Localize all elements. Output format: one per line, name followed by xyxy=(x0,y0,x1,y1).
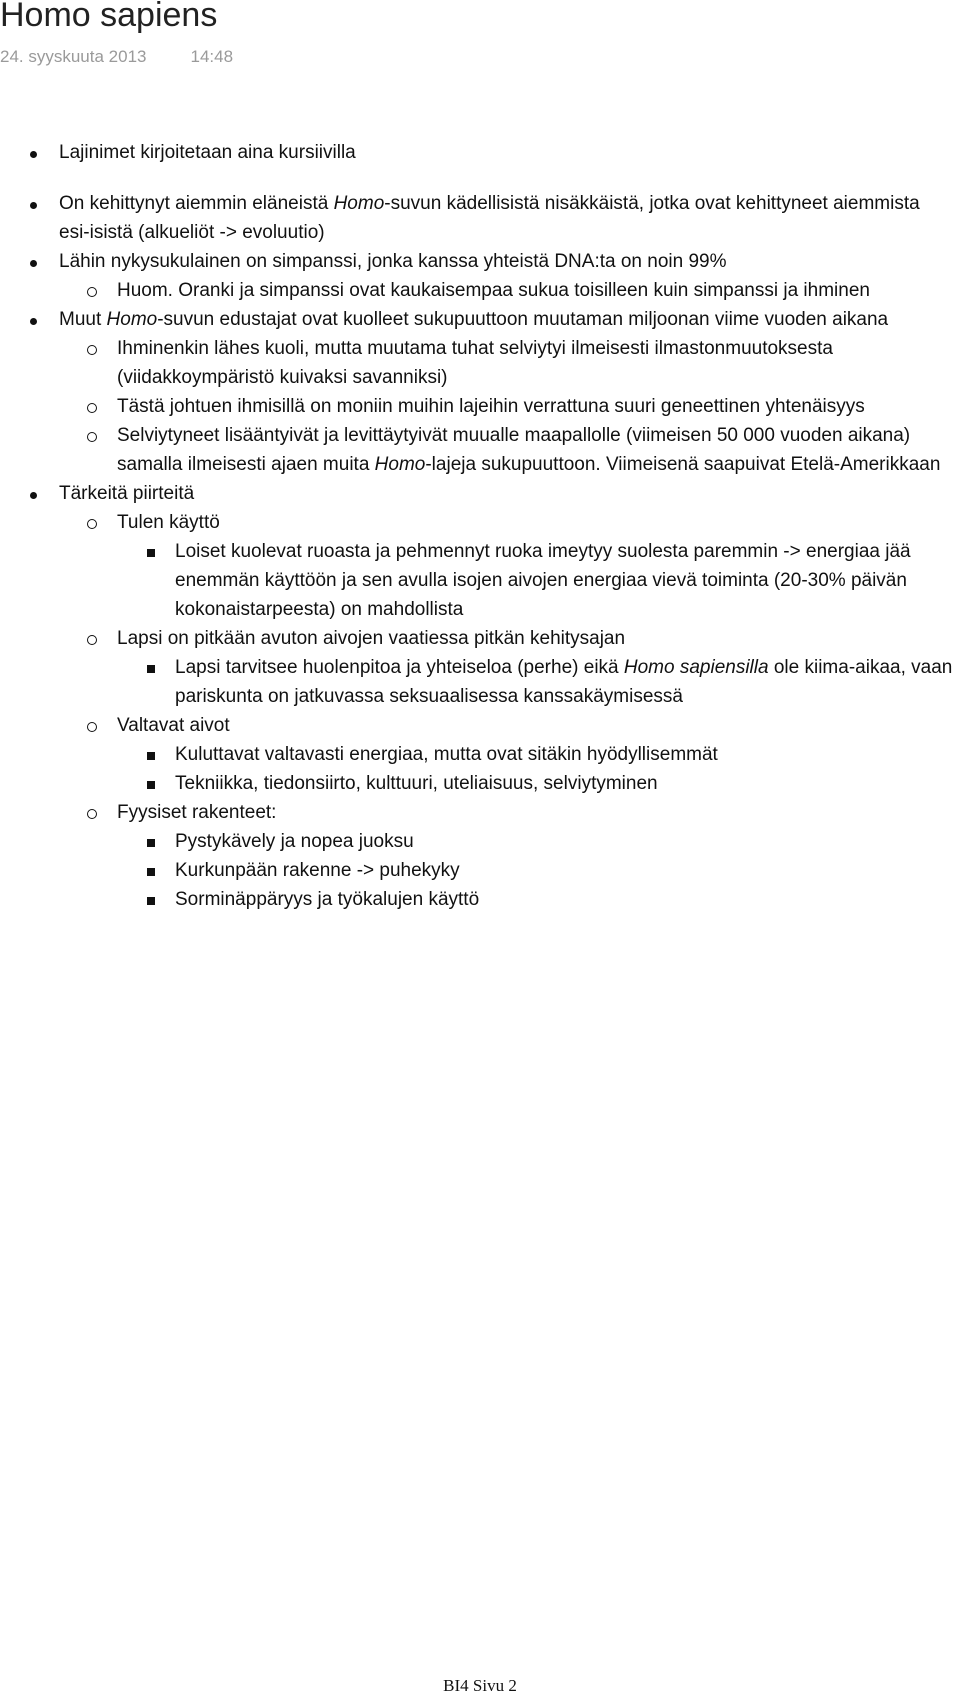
bullet-text: On kehittynyt aiemmin eläneistä xyxy=(59,193,334,214)
disc-bullet-icon xyxy=(30,305,37,334)
bullet-text: Kurkunpään rakenne -> puhekyky xyxy=(175,860,460,881)
bullet-item xyxy=(0,247,955,276)
sub-bullet-item xyxy=(0,508,955,537)
bullet-text: Muut xyxy=(59,309,107,330)
page-footer: BI4 Sivu 2 xyxy=(443,1676,517,1695)
sub-sub-bullet-item xyxy=(0,653,955,711)
page-date: 24. syyskuuta 2013 xyxy=(0,47,147,66)
square-bullet-icon xyxy=(147,653,155,682)
bullet-text: Lapsi on pitkään avuton aivojen vaatiessa pitkän kehitysajan xyxy=(117,628,626,649)
sub-sub-bullet-item xyxy=(0,537,955,624)
bullet-text: -lajeja sukupuuttoon. Viimeisenä saapuivat Etelä-Amerikkaan xyxy=(425,454,941,475)
bullet-text: Lähin nykysukulainen on simpanssi, jonka kanssa yhteistä DNA:ta on noin 99% xyxy=(59,251,727,272)
bullet-text: Loiset kuolevat ruoasta ja pehmennyt ruoka imeytyy suolesta paremmin -> energiaa jää enemmän käyttöön ja sen avulla isojen aivojen energiaa vievä toiminta (20-30% päivän kokonaistarpeesta) on mahdollista xyxy=(175,541,911,620)
page-title: Homo sapiens xyxy=(0,0,218,34)
sub-bullet-item xyxy=(0,798,955,827)
page-time: 14:48 xyxy=(190,47,234,66)
bullet-item xyxy=(0,305,955,334)
bullet-text: Kuluttavat valtavasti energiaa, mutta ovat sitäkin hyödyllisemmät xyxy=(175,744,718,765)
sub-sub-bullet-item xyxy=(0,885,955,914)
bullet-item xyxy=(0,138,955,167)
sub-bullet-item xyxy=(0,392,955,421)
bullet-item xyxy=(0,479,955,508)
square-bullet-icon xyxy=(147,885,155,914)
bullet-text: Huom. Oranki ja simpanssi ovat kaukaisempaa sukua toisilleen kuin simpanssi ja ihminen xyxy=(117,280,870,301)
bullet-text: Selviytyneet lisääntyivät ja levittäytyivät muualle maapallolle (viimeisen 50 000 vuoden aikana) samalla ilmeisesti ajaen muita xyxy=(117,425,911,475)
sub-sub-bullet-item xyxy=(0,769,955,798)
bullet-text: Ihminenkin lähes kuoli, mutta muutama tuhat selviytyi ilmeisesti ilmastonmuutoksesta (viidakkoympäristö kuivaksi savanniksi) xyxy=(117,338,833,388)
square-bullet-icon xyxy=(147,769,155,798)
sub-bullet-item xyxy=(0,711,955,740)
bullet-text: Sorminäppäryys ja työkalujen käyttö xyxy=(175,889,480,910)
page-datetime xyxy=(0,47,233,67)
bullet-text: ole kiima-aikaa, vaan pariskunta on jatkuvassa seksuaalisessa kanssakäymisessä xyxy=(175,657,953,707)
square-bullet-icon xyxy=(147,827,155,856)
genus-name: Homo xyxy=(374,454,426,475)
bullet-item xyxy=(0,189,955,247)
bullet-text: Tekniikka, tiedonsiirto, kulttuuri, uteliaisuus, selviytyminen xyxy=(175,773,658,794)
circle-bullet-icon xyxy=(87,798,97,827)
genus-name: Homo xyxy=(333,193,385,214)
species-name: Homo sapiensilla xyxy=(623,657,769,678)
bullet-text: Tulen käyttö xyxy=(117,512,220,533)
sub-bullet-item xyxy=(0,421,955,479)
sub-sub-bullet-item xyxy=(0,856,955,885)
sub-sub-bullet-item xyxy=(0,740,955,769)
circle-bullet-icon xyxy=(87,392,97,421)
disc-bullet-icon xyxy=(30,138,37,167)
sub-bullet-item xyxy=(0,276,955,305)
bullet-text: Tärkeitä piirteitä xyxy=(59,483,195,504)
sub-bullet-item xyxy=(0,334,955,392)
square-bullet-icon xyxy=(147,537,155,566)
circle-bullet-icon xyxy=(87,421,97,450)
bullet-text: Lajinimet kirjoitetaan aina kursiivilla xyxy=(59,142,356,163)
circle-bullet-icon xyxy=(87,508,97,537)
bullet-text: Pystykävely ja nopea juoksu xyxy=(175,831,414,852)
disc-bullet-icon xyxy=(30,189,37,218)
bullet-text: Fyysiset rakenteet: xyxy=(117,802,277,823)
sub-bullet-item xyxy=(0,624,955,653)
bullet-text: Valtavat aivot xyxy=(117,715,230,736)
circle-bullet-icon xyxy=(87,276,97,305)
square-bullet-icon xyxy=(147,740,155,769)
circle-bullet-icon xyxy=(87,624,97,653)
disc-bullet-icon xyxy=(30,247,37,276)
circle-bullet-icon xyxy=(87,711,97,740)
square-bullet-icon xyxy=(147,856,155,885)
genus-name: Homo xyxy=(106,309,158,330)
bullet-text: -suvun edustajat ovat kuolleet sukupuuttoon muutaman miljoonan viime vuoden aikana xyxy=(157,309,889,330)
sub-sub-bullet-item xyxy=(0,827,955,856)
bullet-text: Tästä johtuen ihmisillä on moniin muihin lajeihin verrattuna suuri geneettinen yhtenäisyys xyxy=(117,396,865,417)
bullet-text: -suvun kädellisistä nisäkkäistä, jotka ovat kehittyneet aiemmista esi-isistä (alkueliöt -> evoluutio) xyxy=(59,193,920,243)
circle-bullet-icon xyxy=(87,334,97,363)
disc-bullet-icon xyxy=(30,479,37,508)
bullet-text: Lapsi tarvitsee huolenpitoa ja yhteiseloa (perhe) eikä xyxy=(175,657,624,678)
notes-body xyxy=(0,138,955,914)
